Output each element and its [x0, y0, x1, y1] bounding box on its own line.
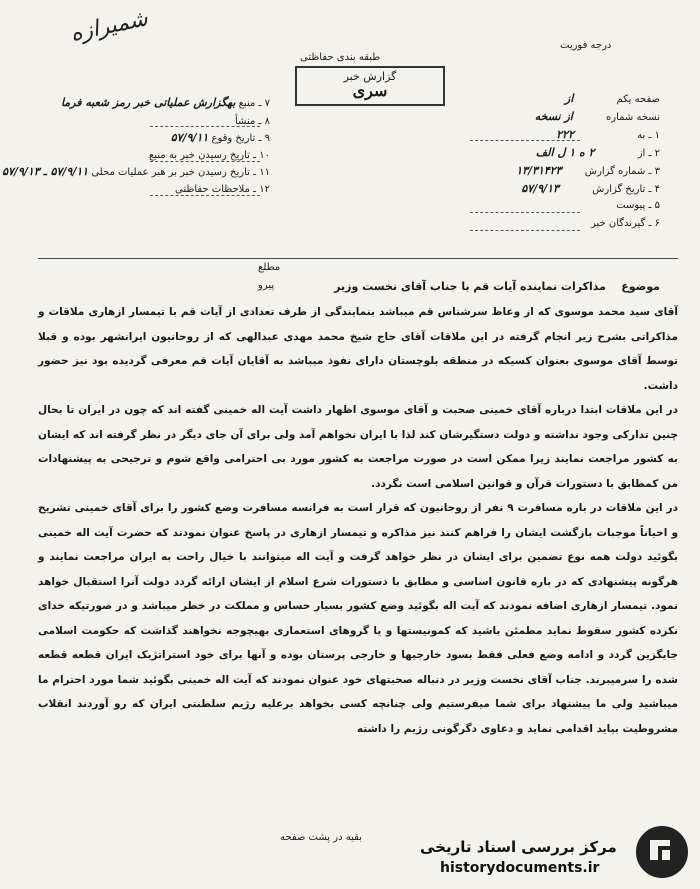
label-informed: مطلع: [258, 262, 281, 273]
urgency-label: درجه فوریت: [560, 40, 612, 51]
archive-logo-icon: [636, 826, 688, 878]
stamp-title: گزارش خبر: [343, 70, 397, 83]
body-paragraph-1: آقای سید محمد موسوی که از وعاظ سرشناس قم میباشد بنمایندگی از طرف تعدادی از آیات قم با تیمسار ازهاری ملاقات و مذاکراتی بشرح زیر انجام گرفته در این ملاقات آقای حاج شیخ محمد مهدی عبدالهی که از روحانیون ایرانشهر بوده و قبلا توسط آقای موسوی بعنوان کسیکه در منطقه بلوچستان دارای نفوذ میباشد به آقایان آیات قم معرفی گردیده بود نیز حضور داشت.: [38, 306, 678, 392]
secret-mark: سری: [352, 81, 388, 100]
report-stamp: [295, 66, 445, 106]
field-report-number: ۳ ـ شماره گزارش ۱۳/۳۱۴۲۳: [516, 164, 660, 177]
body-paragraph-2: در این ملاقات ابتدا درباره آقای خمینی صحبت و آقای موسوی اظهار داشت آیت اله خمینی گفته اند که چون در ایران تا بحال چنین تدارکی وجود نداشته و دولت دستگیرشان کند لذا با ایران نخواهم آمد ولی برای آن جای دیگر در نظر گرفته اند که ایشان به کشور مراجعت نمایند زیرا ممکن است در صورت مراجعت به کشور مورد بی احترامی واقع شوم و ترجیحی به پیشنهادات من کمطابق با دستورات قرآن و قوانین اسلامی است نگردد.: [38, 404, 678, 490]
field-attachment: ۵ ـ پیوست: [616, 200, 660, 211]
field-copy-number: نسخه شماره از نسخه: [534, 110, 660, 123]
field-to: ۱ ـ به ۲۲۲: [556, 128, 660, 141]
subject-label: موضوع: [621, 280, 660, 293]
field-report-date: ۴ ـ تاریخ گزارش ۵۷/۹/۱۳: [521, 182, 660, 195]
report-body: [38, 300, 678, 741]
field-received-by-source: ۱۰ ـ تاریخ رسیدن خبر به منبع: [148, 150, 270, 161]
field-received-by-local: ۱۱ ـ تاریخ رسیدن خبر بر هبر عملیات محلی ۵۷/۹/۱۱ ـ ۵۷/۹/۱۳: [2, 165, 270, 178]
field-source: ۷ ـ منبع بهگزارش عملیاتی خبر رمز شعبه فرما: [60, 96, 270, 109]
subject-line: [334, 280, 660, 293]
handwritten-annotation: شمیرازه: [68, 6, 150, 47]
field-occurrence-date: ۹ ـ تاریخ وقوع ۵۷/۹/۱۱: [170, 131, 270, 144]
label-following: پیرو: [258, 280, 275, 291]
subject-text: مذاکرات نماینده آیات قم با جناب آقای نخست وزیر: [334, 280, 606, 293]
field-security-notes: ۱۲ ـ ملاحظات حفاظتی: [175, 184, 270, 195]
continued-note: بقیه در پشت صفحه: [280, 832, 362, 843]
body-paragraph-3: در این ملاقات در باره مسافرت ۹ نفر از روحانیون که قرار است به فرانسه مسافرت وضع کشور را برای آقای خمینی تشریح و احیاناً موجبات بازگشت ایشان را فراهم کنند نیز مذاکره و تیمسار ازهاری در پاسخ عنوان نمودند که حضرت آیت اله خمینی بگوئید دولت همه نوع تضمین برای ایشان در نظر خواهد گرفت و آیت اله میتوانند با خیال راحت به ایران مراجعت نمایند و هرگونه پیشنهادی که در باره قانون اساسی و مطابق با دستورات شرع اسلام از ایشان ارائه گردد دولت آنرا استقبال خواهد نمود. تیمسار ازهاری اضافه نمودند که آیت اله بگوئید وضع کشور بسیار حساس و مملکت در خطر میباشد و در صورتیکه خدای نکرده کشور سقوط نماید مطمئن باشید که کمونیستها و یا گروهای استعماری بهیچوجه نخواهند گذاشت که حکومت اسلامی جایگزین گردد و ادامه وضع فعلی فقط بسود خارجیها و خارجی پرستان بوده و آنها برای خود استراتژیک ایران قطعه قطعه شده را سرمیبرند. جناب آقای نخست وزیر در دنباله صحبتهای خود عنوان نمودند که آیت اله خمینی بگوئید شما مورد احترام ما میباشید ولی ما پیشنهاد برای شما میفرستیم ولی چنانچه کسی بخواهد برعلیه رژیم سلطنتی ایران که رو آوردند انقلاب مشروطیت بیاید اقدامی نماید و دعاوی دگرگونی رژیم را داشته: [38, 502, 678, 735]
archive-name: مرکز بررسی اسناد تاریخی: [420, 838, 617, 856]
field-from: ۲ ـ از ۲ ه ۱ ل الف: [535, 146, 660, 159]
field-origin: ۸ ـ منشأ: [234, 116, 270, 127]
field-page: صفحه یکم از: [564, 92, 660, 105]
archive-url: historydocuments.ir: [440, 860, 600, 876]
field-recipients: ۶ ـ گیرندگان خبر: [590, 218, 660, 229]
classification-label: طبقه بندی حفاظتی: [300, 52, 381, 63]
